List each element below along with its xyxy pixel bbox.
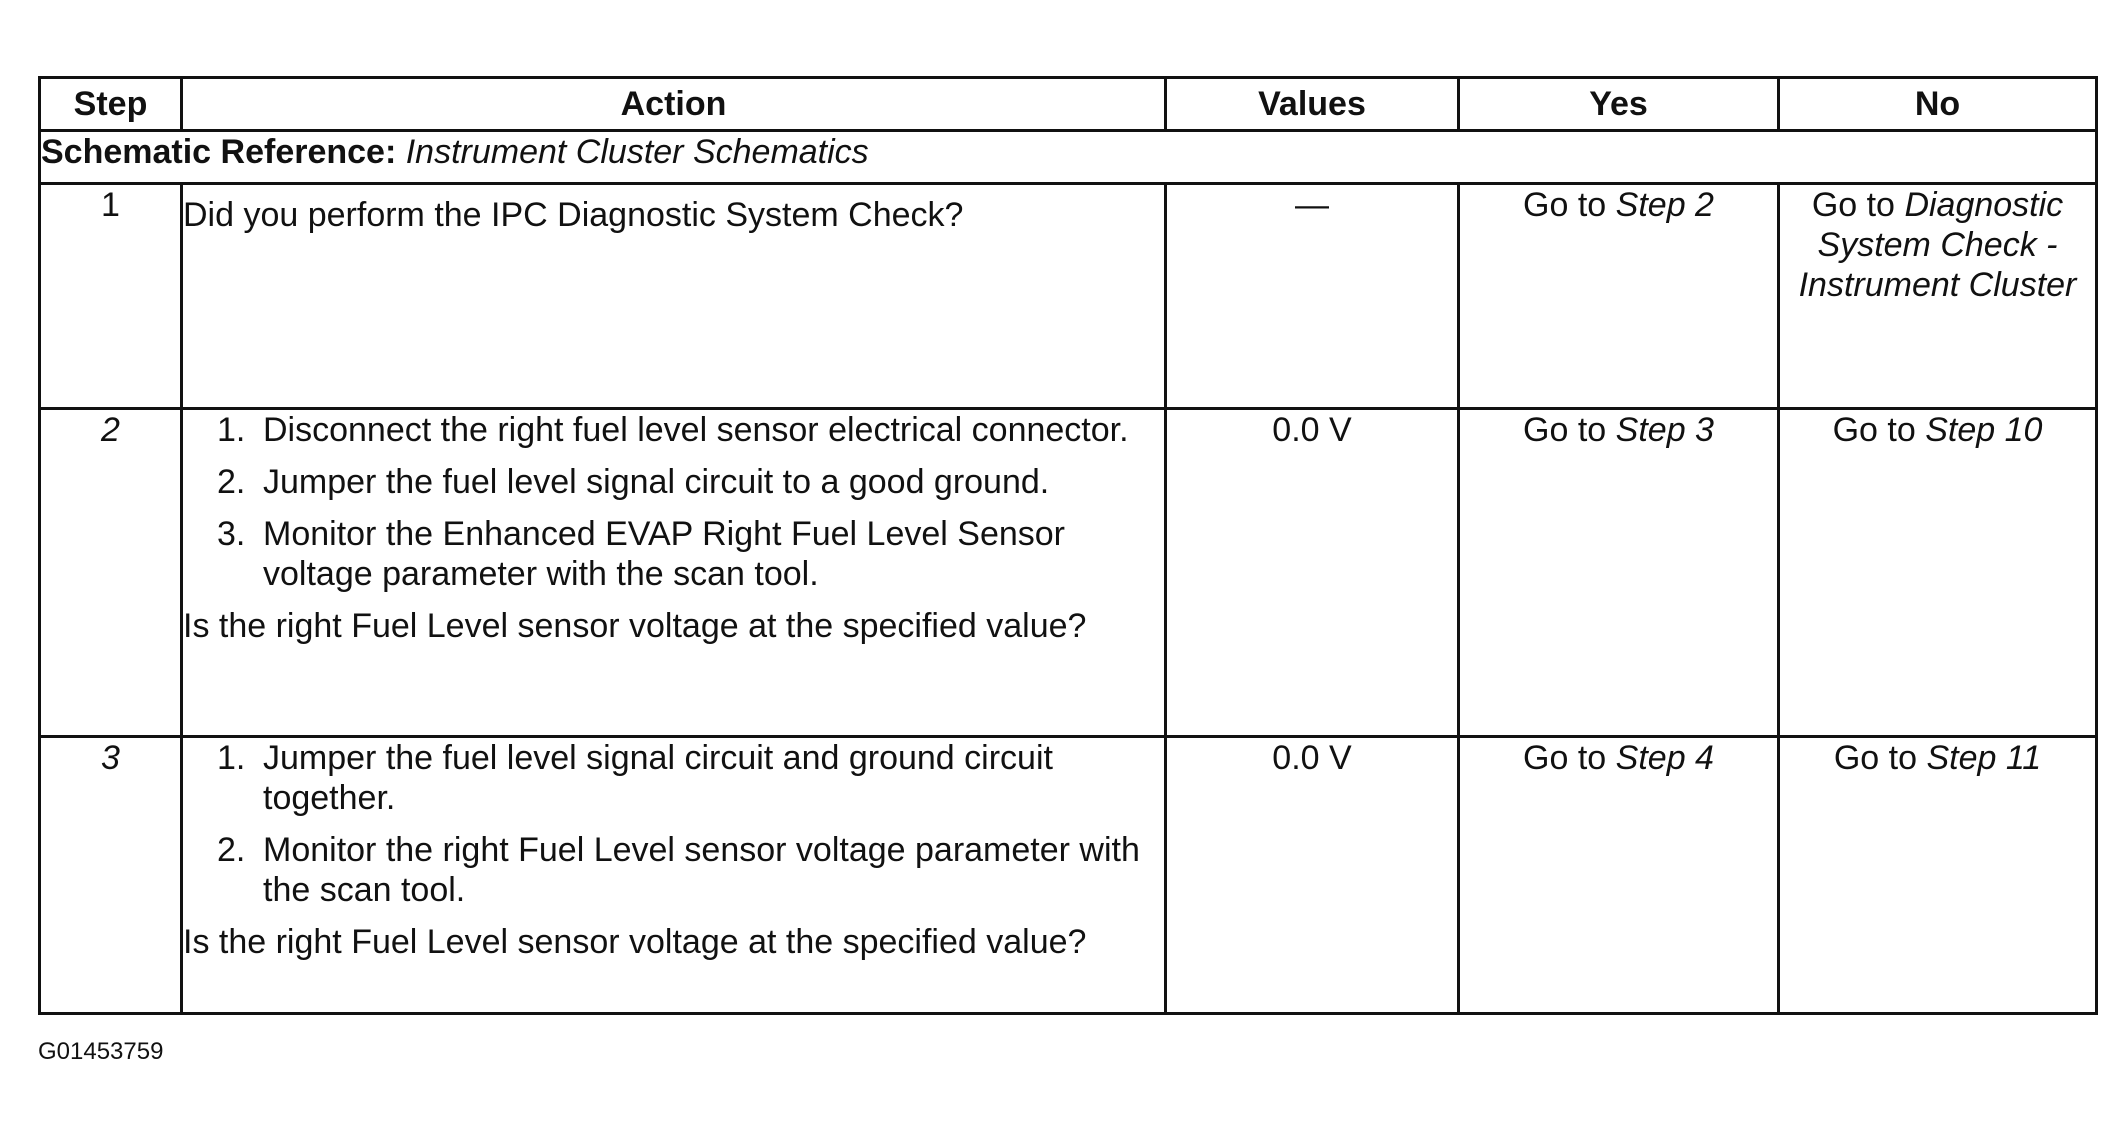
- action-cell: [182, 409, 1166, 737]
- header-row: [40, 78, 2097, 131]
- figure-id: G01453759: [38, 1038, 164, 1065]
- action-step-text: Jumper the fuel level signal circuit to a good ground.: [263, 463, 1050, 501]
- action-step-text: Disconnect the right fuel level sensor electrical connector.: [263, 411, 1129, 449]
- yes-cell: [1459, 409, 1779, 737]
- value-cell: —: [1166, 184, 1459, 409]
- action-question: Is the right Fuel Level sensor voltage at the specified value?: [183, 923, 1087, 961]
- yes-prefix: Go to: [1523, 411, 1607, 449]
- no-prefix: Go to: [1833, 739, 1918, 777]
- header-step: Step: [40, 78, 182, 131]
- action-step-number: 1.: [217, 739, 246, 777]
- no-cell: [1779, 737, 2097, 1014]
- header-values: Values: [1166, 78, 1459, 131]
- no-step-reference: Step 11: [1926, 739, 2042, 777]
- table-row-step-2: [40, 409, 2097, 737]
- table-row-step-3: [40, 737, 2097, 1014]
- value-cell: 0.0 V: [1166, 409, 1459, 737]
- table-row-step-1: [40, 184, 2097, 409]
- schematic-reference-link: Instrument Cluster Schematics: [405, 133, 869, 171]
- yes-step-reference: Step 3: [1615, 411, 1714, 449]
- action-step-number: 1.: [217, 411, 246, 449]
- yes-cell: [1459, 184, 1779, 409]
- header-action: Action: [182, 78, 1166, 131]
- header-no: No: [1779, 78, 2097, 131]
- action-question: Did you perform the IPC Diagnostic System Check?: [183, 196, 964, 234]
- yes-prefix: Go to: [1523, 739, 1607, 777]
- no-prefix: Go to: [1811, 186, 1895, 224]
- schematic-reference-row: [40, 131, 2097, 184]
- action-step-number: 2.: [217, 463, 246, 501]
- action-step-item: [183, 462, 1164, 502]
- action-step-text: Monitor the Enhanced EVAP Right Fuel Level Sensor voltage parameter with the scan tool.: [263, 515, 1065, 593]
- step-number: 3: [40, 737, 182, 1014]
- action-step-item: [183, 738, 1164, 818]
- step-number: 2: [40, 409, 182, 737]
- no-step-reference: Step 10: [1925, 411, 2043, 449]
- action-cell: [182, 737, 1166, 1014]
- diagnostic-table: [38, 76, 2098, 1015]
- action-step-number: 3.: [217, 515, 246, 553]
- action-step-item: [183, 514, 1164, 594]
- value-cell: 0.0 V: [1166, 737, 1459, 1014]
- yes-step-reference: Step 4: [1615, 739, 1714, 777]
- action-step-item: [183, 830, 1164, 910]
- action-step-item: [183, 410, 1164, 450]
- action-step-text: Jumper the fuel level signal circuit and ground circuit together.: [263, 739, 1053, 817]
- no-prefix: Go to: [1832, 411, 1916, 449]
- action-step-text: Monitor the right Fuel Level sensor voltage parameter with the scan tool.: [263, 831, 1140, 909]
- yes-step-reference: Step 2: [1615, 186, 1714, 224]
- yes-cell: [1459, 737, 1779, 1014]
- header-yes: Yes: [1459, 78, 1779, 131]
- no-cell: [1779, 184, 2097, 409]
- action-step-number: 2.: [217, 831, 246, 869]
- no-cell: [1779, 409, 2097, 737]
- action-steps-list: [183, 410, 1164, 594]
- yes-prefix: Go to: [1523, 186, 1607, 224]
- action-steps-list: [183, 738, 1164, 910]
- schematic-reference-label: Schematic Reference:: [41, 133, 397, 171]
- schematic-reference-cell: [40, 131, 2097, 184]
- no-step-reference: Diagnostic System Check - Instrument Cluster: [1798, 186, 2077, 304]
- action-question: Is the right Fuel Level sensor voltage at the specified value?: [183, 607, 1087, 645]
- step-number: 1: [40, 184, 182, 409]
- action-cell: [182, 184, 1166, 409]
